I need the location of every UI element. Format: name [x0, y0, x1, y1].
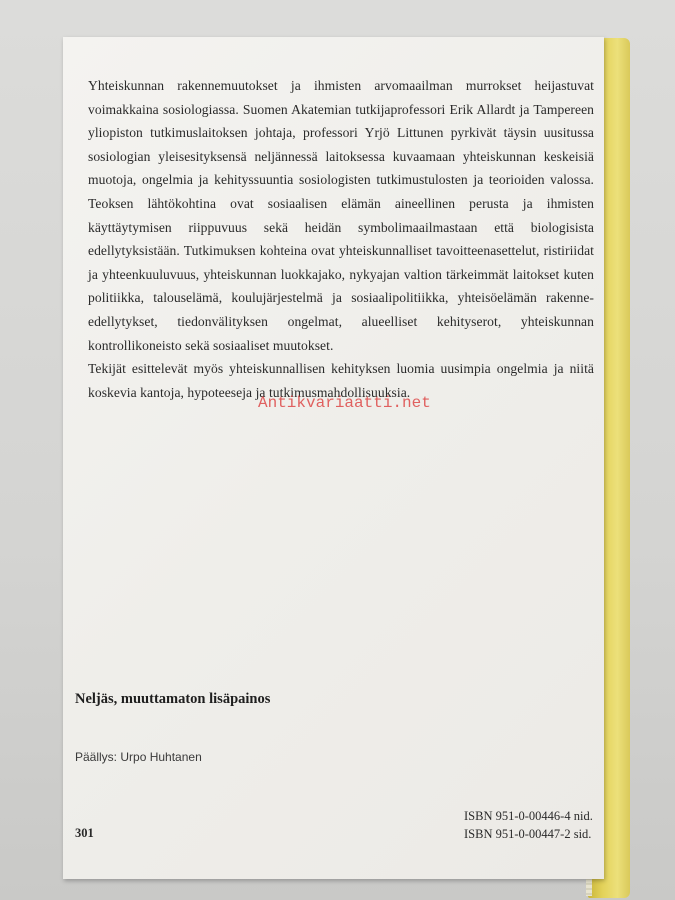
- back-cover-blurb: [88, 74, 594, 404]
- blurb-paragraph-1: Yhteiskunnan rakennemuutokset ja ihmisten arvomaailman murrokset heijastuvat voimakkaina sosiologiassa. Suomen Akatemian tutkijaprofessori Erik Allardt ja Tampereen yliopiston tutkimuslaitoksen johtaja, professori Yrjö Littunen pyrkivät täysin uusitussa sosiologian yleisesityksensä neljännessä laitoksessa kuvaamaan yhteiskunnan keskeisiä muotoja, ongelmia ja kehityssuuntia sosiologisten tutkimustulosten ja teorioiden valossa. Teoksen lähtökohtina ovat sosiaalisen elämän aineellinen perusta ja ihmisten käyttäytymisen riippuvuus sekä heidän symbolimaailmastaan että biologisista edellytyksistään. Tutkimuksen kohteina ovat yhteiskunnalliset tavoitteenasettelut, ristiriidat ja yhteenkuuluvuus, yhteiskunnan luokkajako, nykyajan valtion tärkeimmät laitokset kuten politiikka, talouselämä, koulujärjestelmä ja sosiaalipolitiikka, yhteisöelämän rakenne-edellytykset, tiedonvälityksen ongelmat, alueelliset kehityserot, yhteiskunnan kontrollikoneisto sekä sosiaaliset muutokset.: [88, 78, 594, 353]
- isbn-hardcover: ISBN 951-0-00447-2 sid.: [464, 827, 592, 841]
- edition-note: Neljäs, muuttamaton lisäpainos: [75, 691, 271, 707]
- cover-designer-credit: Päällys: Urpo Huhtanen: [75, 750, 202, 764]
- watermark: Antikvariaatti.net: [258, 394, 431, 412]
- blurb-paragraph-2: Tekijät esittelevät myös yhteiskunnallisen kehityksen luomia uusimpia ongelmia ja niitä koskevia kantoja, hypoteeseja ja tutkimusmahdollisuuksia.: [88, 361, 594, 400]
- page-number: 301: [75, 826, 94, 840]
- isbn-paperback: ISBN 951-0-00446-4 nid.: [464, 809, 593, 823]
